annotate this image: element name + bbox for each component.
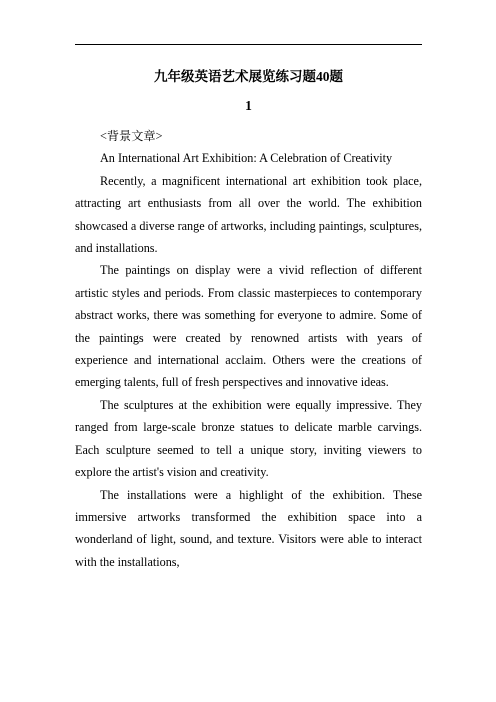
article-paragraph: Recently, a magnificent international art exhibition took place, attracting art enthusiasts from all over the world. The exhibition showcased a diverse range of artworks, including paintings, sculptures, and installations. (75, 173, 422, 256)
article-paragraph: The installations were a highlight of the exhibition. These immersive artworks transformed the exhibition space into a wonderland of light, sound, and texture. Visitors were able to interact with the installations, (75, 487, 422, 569)
article-paragraph: The paintings on display were a vivid reflection of different artistic styles and periods. From classic masterpieces to contemporary abstract works, there was something for everyone to admire. Some of the paintings were created by renowned artists with years of experience and international acclaim. Others were the creations of emerging talents, full of fresh perspectives and innovative ideas. (75, 263, 422, 390)
header-rule (75, 44, 422, 45)
document-title: 九年级英语艺术展览练习题40题 (154, 69, 343, 84)
article-title: An International Art Exhibition: A Celebration of Creativity (100, 151, 393, 166)
document-page (75, 66, 422, 573)
article-paragraph: The sculptures at the exhibition were equally impressive. They ranged from large-scale bronze statues to delicate marble carvings. Each sculpture seemed to tell a unique story, inviting viewers to explore the artist's vision and creativity. (75, 397, 422, 480)
question-number: 1 (245, 98, 252, 113)
section-label: <背景文章> (100, 129, 163, 143)
